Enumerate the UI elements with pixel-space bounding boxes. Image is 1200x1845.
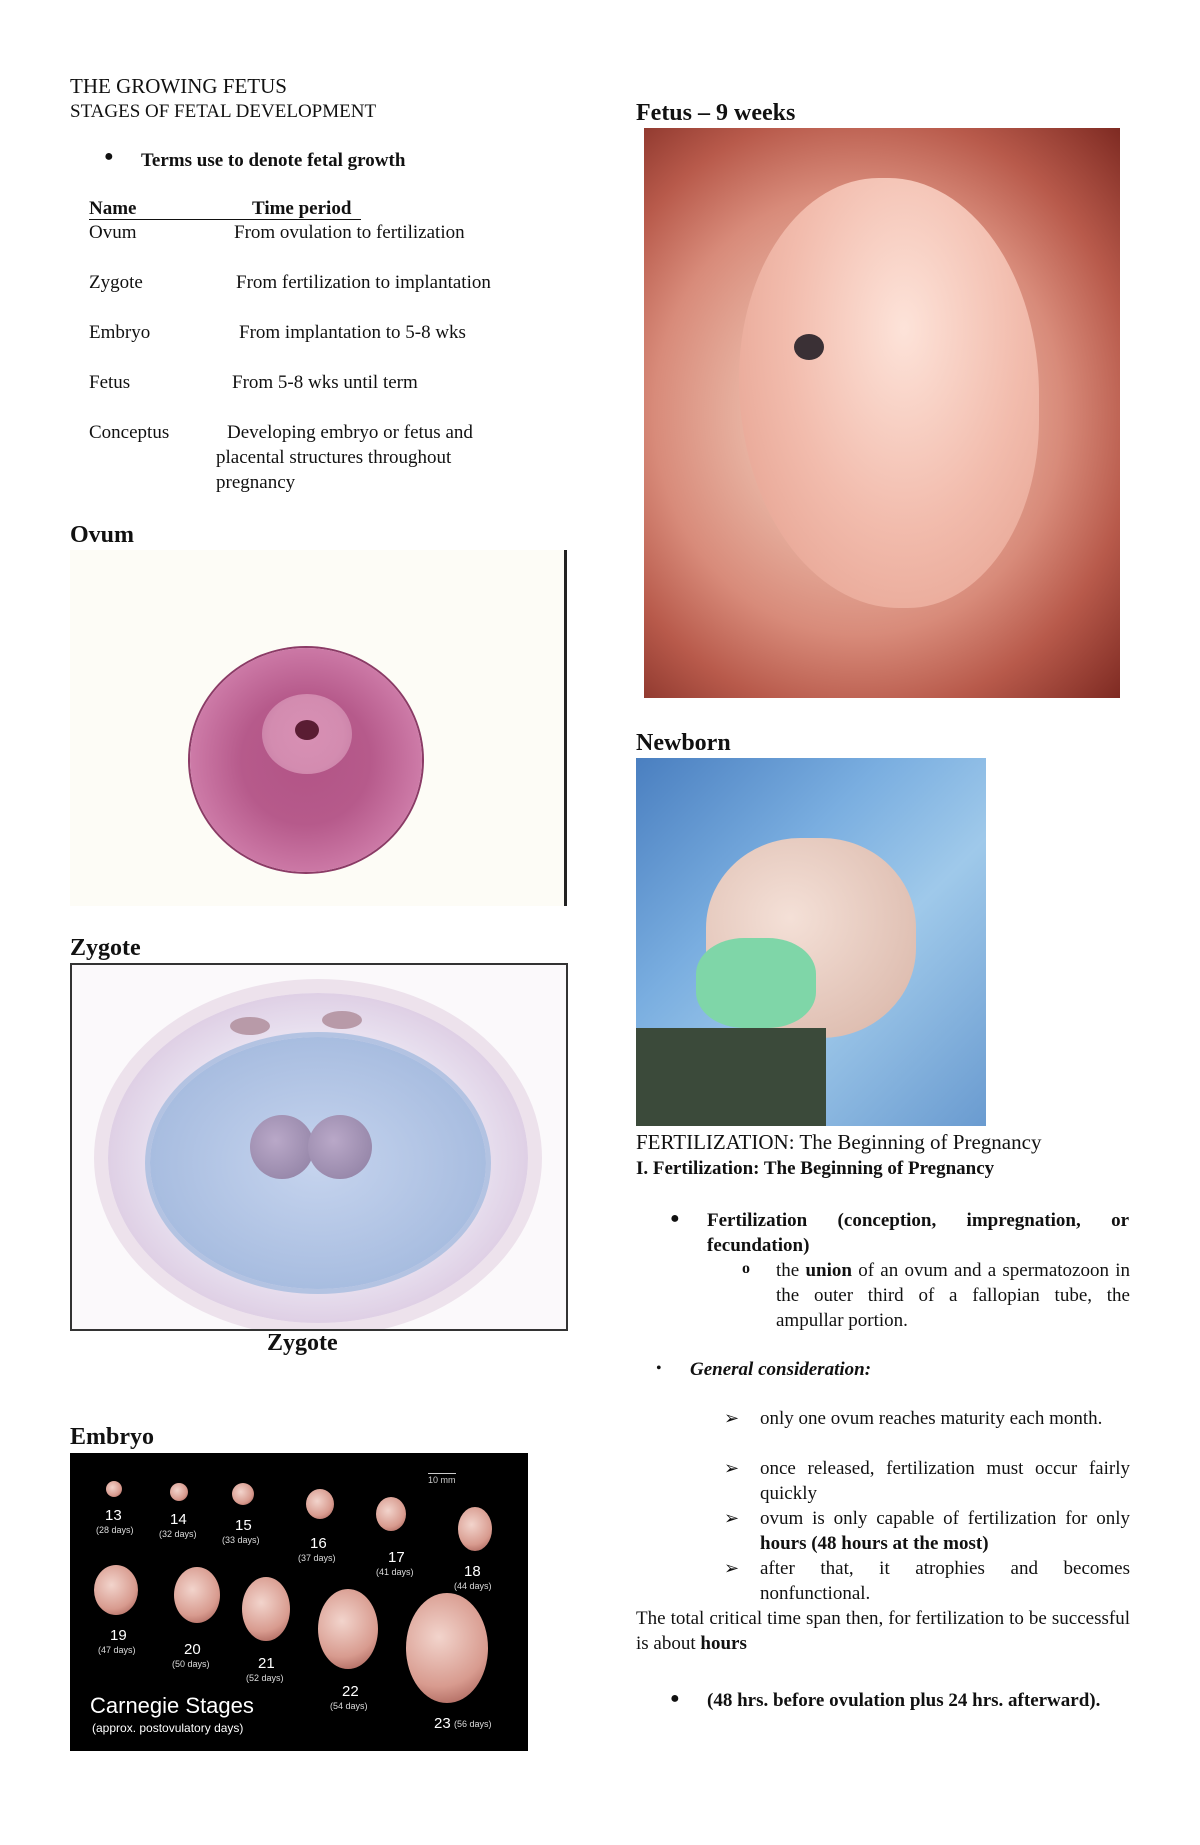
general-consideration: General consideration: (690, 1359, 872, 1380)
consideration-point: after that, it atrophies and becomes nonfunctional. (760, 1558, 1130, 1604)
consideration-point (760, 1506, 1130, 1556)
embryo-figure (242, 1577, 290, 1641)
stage-number: 19 (110, 1627, 127, 1644)
stage-days: (28 days) (96, 1525, 134, 1535)
terms-bullet: Terms use to denote fetal growth (141, 150, 406, 171)
stage-days: (56 days) (454, 1719, 492, 1729)
point-bold: hours (48 hours at the most) (760, 1533, 989, 1554)
carnegie-title: Carnegie Stages (90, 1693, 254, 1718)
zygote-image (70, 963, 568, 1331)
stage-number: 20 (184, 1641, 201, 1658)
stage-number: 15 (235, 1517, 252, 1534)
embryo-figure (306, 1489, 334, 1519)
ovum-image (70, 550, 567, 906)
stage-number: 14 (170, 1511, 187, 1528)
embryo-figure (170, 1483, 188, 1501)
stage-number: 16 (310, 1535, 327, 1552)
sub-bullet-icon: o (742, 1260, 750, 1277)
fertilization-definition (776, 1258, 1130, 1333)
arrow-bullet-icon: ➢ (724, 1408, 740, 1428)
row-name: Embryo (89, 322, 151, 343)
zygote-caption: Zygote (267, 1330, 338, 1356)
stage-number: 13 (105, 1507, 122, 1524)
row-time: From 5-8 wks until term (232, 372, 418, 393)
pronucleus (308, 1115, 372, 1179)
stage-days: (44 days) (454, 1581, 492, 1591)
section-heading-fetus: Fetus – 9 weeks (636, 100, 796, 126)
stage-days: (32 days) (159, 1529, 197, 1539)
arrow-bullet-icon: ➢ (724, 1558, 740, 1578)
carnegie-stages-image (70, 1453, 528, 1751)
embryo-figure (376, 1497, 406, 1531)
bullet-icon: ● (670, 1210, 680, 1227)
section-heading-embryo: Embryo (70, 1424, 154, 1450)
embryo-figure (318, 1589, 378, 1669)
span-bold: hours (700, 1633, 747, 1654)
point-pre: ovum is only capable of fertilization for only (760, 1508, 1130, 1529)
section-heading-zygote: Zygote (70, 935, 141, 961)
row-name: Conceptus (89, 422, 170, 443)
fertilization-subheading: I. Fertilization: The Beginning of Pregnancy (636, 1158, 995, 1179)
row-time: From implantation to 5-8 wks (239, 322, 466, 343)
fetus-body (739, 178, 1039, 608)
embryo-figure (94, 1565, 138, 1615)
gloved-hand (696, 938, 816, 1028)
embryo-figure (174, 1567, 220, 1623)
arrow-bullet-icon: ➢ (724, 1458, 740, 1478)
row-name: Zygote (89, 272, 143, 293)
col-name: Name (89, 198, 137, 219)
stage-days: (41 days) (376, 1567, 414, 1577)
critical-time-span (636, 1606, 1130, 1656)
stage-number: 22 (342, 1683, 359, 1700)
pronucleus (250, 1115, 314, 1179)
consideration-point: only one ovum reaches maturity each month. (760, 1408, 1103, 1429)
bullet-icon: ● (670, 1690, 680, 1707)
stage-days: (54 days) (330, 1701, 368, 1711)
embryo-figure (232, 1483, 254, 1505)
arm-sleeve (636, 1028, 826, 1126)
ovum-nucleolus (295, 720, 319, 740)
stage-days: (47 days) (98, 1645, 136, 1655)
row-time: Developing embryo or fetus and (227, 422, 473, 443)
stage-days: (33 days) (222, 1535, 260, 1545)
arrow-bullet-icon: ➢ (724, 1508, 740, 1528)
section-heading-newborn: Newborn (636, 730, 731, 756)
row-time-cont: pregnancy (216, 472, 296, 493)
ovum-cell (190, 648, 422, 872)
stage-number: 18 (464, 1563, 481, 1580)
bullet-icon: • (656, 1360, 662, 1377)
fertilization-heading: FERTILIZATION: The Beginning of Pregnancy (636, 1130, 1042, 1154)
final-note: (48 hrs. before ovulation plus 24 hrs. afterward). (707, 1690, 1101, 1711)
fetus-eye (794, 334, 824, 360)
row-time-cont: placental structures throughout (216, 447, 452, 468)
scale-bar: 10 mm (428, 1475, 456, 1485)
page-subtitle: STAGES OF FETAL DEVELOPMENT (70, 101, 377, 122)
stage-number: 17 (388, 1549, 405, 1566)
fetus-image (644, 128, 1120, 698)
stage-days: (50 days) (172, 1659, 210, 1669)
embryo-figure (406, 1593, 488, 1703)
definition-bold: union (805, 1260, 852, 1281)
ovum-nucleus (262, 694, 352, 774)
polar-body (322, 1011, 362, 1029)
stage-number: 23 (434, 1715, 451, 1732)
stage-days: (37 days) (298, 1553, 336, 1563)
section-heading-ovum: Ovum (70, 522, 135, 548)
col-time: Time period (252, 198, 352, 219)
consideration-point: once released, fertilization must occur fairly quickly (760, 1458, 1130, 1504)
definition-pre: the (776, 1260, 806, 1281)
definition-post: of an ovum and a spermatozoon in the outer third of a fallopian tube, the ampullar portion. (776, 1260, 1130, 1331)
span-pre: The total critical time span then, for fertilization to be successful is about (636, 1608, 1130, 1654)
row-name: Fetus (89, 372, 131, 393)
stage-days: (52 days) (246, 1673, 284, 1683)
carnegie-subtitle: (approx. postovulatory days) (92, 1721, 244, 1735)
bullet-icon: ● (104, 148, 114, 165)
newborn-image (636, 758, 986, 1126)
polar-body (230, 1017, 270, 1035)
row-time: From fertilization to implantation (236, 272, 491, 293)
embryo-figure (458, 1507, 492, 1551)
stage-number: 21 (258, 1655, 275, 1672)
row-time: From ovulation to fertilization (234, 222, 465, 243)
row-name: Ovum (89, 222, 137, 243)
fertilization-definition-term: Fertilization (conception, impregnation, or fecundation) (707, 1210, 1129, 1256)
page-title: THE GROWING FETUS (70, 74, 287, 98)
embryo-figure (106, 1481, 122, 1497)
